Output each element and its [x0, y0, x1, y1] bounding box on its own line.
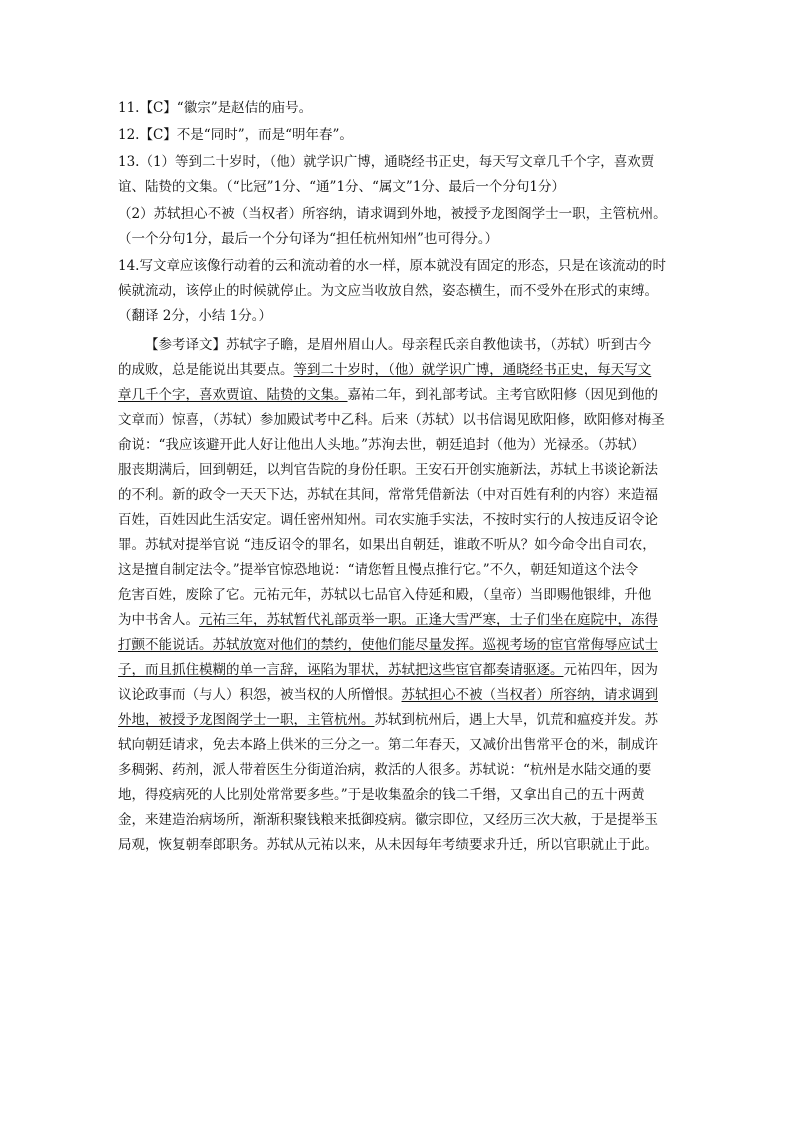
underlined-text: 苏轼担心不被（当权者）所容纳，请求调到 — [401, 687, 658, 703]
translation-line: 【参考译文】苏轼字子瞻，是眉州眉山人。母亲程氏亲自教他读书，（苏轼）听到古今 — [145, 337, 652, 353]
translation-line: 轼向朝廷请求，免去本路上供米的三分之一。第二年春天，又减价出售常平仓的米，制成许 — [118, 737, 658, 753]
translation-line: 文章而）惊喜，（苏轼）参加殿试考中乙科。后来（苏轼）以书信谒见欧阳修，欧阳修对梅圣 — [118, 412, 665, 428]
translation-text: 为中书舍人。 — [118, 612, 199, 628]
translation-line: 这是擅自制定法令。”提举官惊恐地说：“请您暂且慢点推行它。”不久，朝廷知道这个法令 — [118, 562, 639, 578]
answer-14-line-1: 14.写文章应该像行动着的云和流动着的水一样，原本就没有固定的形态，只是在该流动的时 — [118, 258, 666, 274]
document-page — [118, 96, 678, 858]
underlined-text: 打颤不能说话。苏轼放宽对他们的禁约，使他们能尽量发挥。巡视考场的宦官常侮辱应试士 — [118, 637, 658, 653]
translation-line — [118, 683, 678, 708]
translation-line: 地，得疫病死的人比别处常常要多些。”于是收集盈余的钱二千缗，又拿出自己的五十两黄 — [118, 787, 645, 803]
translation-text: 议论政事而（与人）积怨，被当权的人所憎恨。 — [118, 687, 402, 703]
answer-13-line-3: （2）苏轼担心不被（当权者）所容纳，请求调到外地，被授予龙图阁学士一职，主管杭州。 — [118, 206, 667, 222]
answer-13-line-2: 谊、陆贽的文集。（“比冠”1分、“通”1分、“属文”1分、最后一个分句1分） — [118, 179, 566, 195]
translation-line: 百姓，百姓因此生活安定。调任密州知州。司农实施手实法，不按时实行的人按违反诏令论 — [118, 512, 658, 528]
underlined-text: 等到二十岁时，（他）就学识广博，通晓经书正史，每天写文 — [293, 362, 652, 378]
translation-line: 金，来建造治病场所，渐渐积聚钱粮来抵御疫病。徽宗即位，又经历三次大赦，于是提举玉 — [118, 812, 658, 828]
underlined-text: 章几千个字，喜欢贾谊、陆贽的文集。 — [118, 387, 348, 403]
answer-12: 12.【C】不是“同时”，而是“明年春”。 — [118, 127, 353, 143]
translation-text: 嘉祐二年，到礼部考试。主考官欧阳修（因见到他的 — [347, 387, 658, 403]
translation-line — [118, 633, 678, 658]
answer-13-line-1: 13.（1）等到二十岁时，（他）就学识广博，通晓经书正史，每天写文章几千个字，喜欢贾 — [118, 154, 655, 170]
translation-line: 局观，恢复朝奉郎职务。苏轼从元祐以来，从未因每年考绩要求升迁，所以官职就止于此。 — [118, 837, 658, 853]
answer-14-line-2: 候就流动，该停止的时候就停止。为文应当收放自然，姿态横生，而不受外在形式的束缚。 — [118, 283, 658, 299]
translation-line — [118, 658, 678, 683]
underlined-text: 子，而且抓住模糊的单一言辞，诬陷为罪状，苏轼把这些宦官都奏请驱逐。 — [118, 662, 564, 678]
reference-translation — [118, 333, 678, 858]
translation-line — [118, 608, 678, 633]
translation-line: 服丧期满后，回到朝廷，以判官告院的身份任职。王安石开创实施新法，苏轼上书谈论新法 — [118, 462, 658, 478]
translation-text: 苏轼到杭州后，遇上大旱，饥荒和瘟疫并发。苏 — [374, 712, 658, 728]
underlined-text: 元祐三年，苏轼暂代礼部贡举一职。正逢大雪严寒，士子们坐在庭院中，冻得 — [199, 612, 658, 628]
answer-14-line-3: （翻译 2分，小结 1分。） — [118, 308, 273, 324]
translation-line: 多稠粥、药剂，派人带着医生分街道治病，救活的人很多。苏轼说：“杭州是水陆交通的要 — [118, 762, 652, 778]
answer-13-line-4: （一个分句1分，最后一个分句译为“担任杭州知州”也可得分。） — [118, 231, 499, 247]
answer-11: 11.【C】“徽宗”是赵佶的庙号。 — [118, 100, 313, 116]
translation-line — [118, 358, 678, 383]
translation-line: 俞说：“我应该避开此人好让他出人头地。”苏洵去世，朝廷追封（他为）光禄丞。（苏轼） — [118, 437, 645, 453]
translation-line — [118, 708, 678, 733]
underlined-text: 外地，被授予龙图阁学士一职，主管杭州。 — [118, 712, 375, 728]
translation-text: 元祐四年，因为 — [563, 662, 658, 678]
translation-line — [118, 383, 678, 408]
translation-text: 的成败，总是能说出其要点。 — [118, 362, 294, 378]
translation-line: 的不利。新的政令一天天下达，苏轼在其间，常常凭借新法（中对百姓有利的内容）来造福 — [118, 487, 658, 503]
translation-line: 罪。苏轼对提举官说 “违反诏令的罪名，如果出自朝廷，谁敢不听从？如今命令出自司农， — [118, 537, 656, 553]
translation-line: 危害百姓，废除了它。元祐元年，苏轼以七品官入侍延和殿，（皇帝）当即赐他银绯，升他 — [118, 587, 652, 603]
